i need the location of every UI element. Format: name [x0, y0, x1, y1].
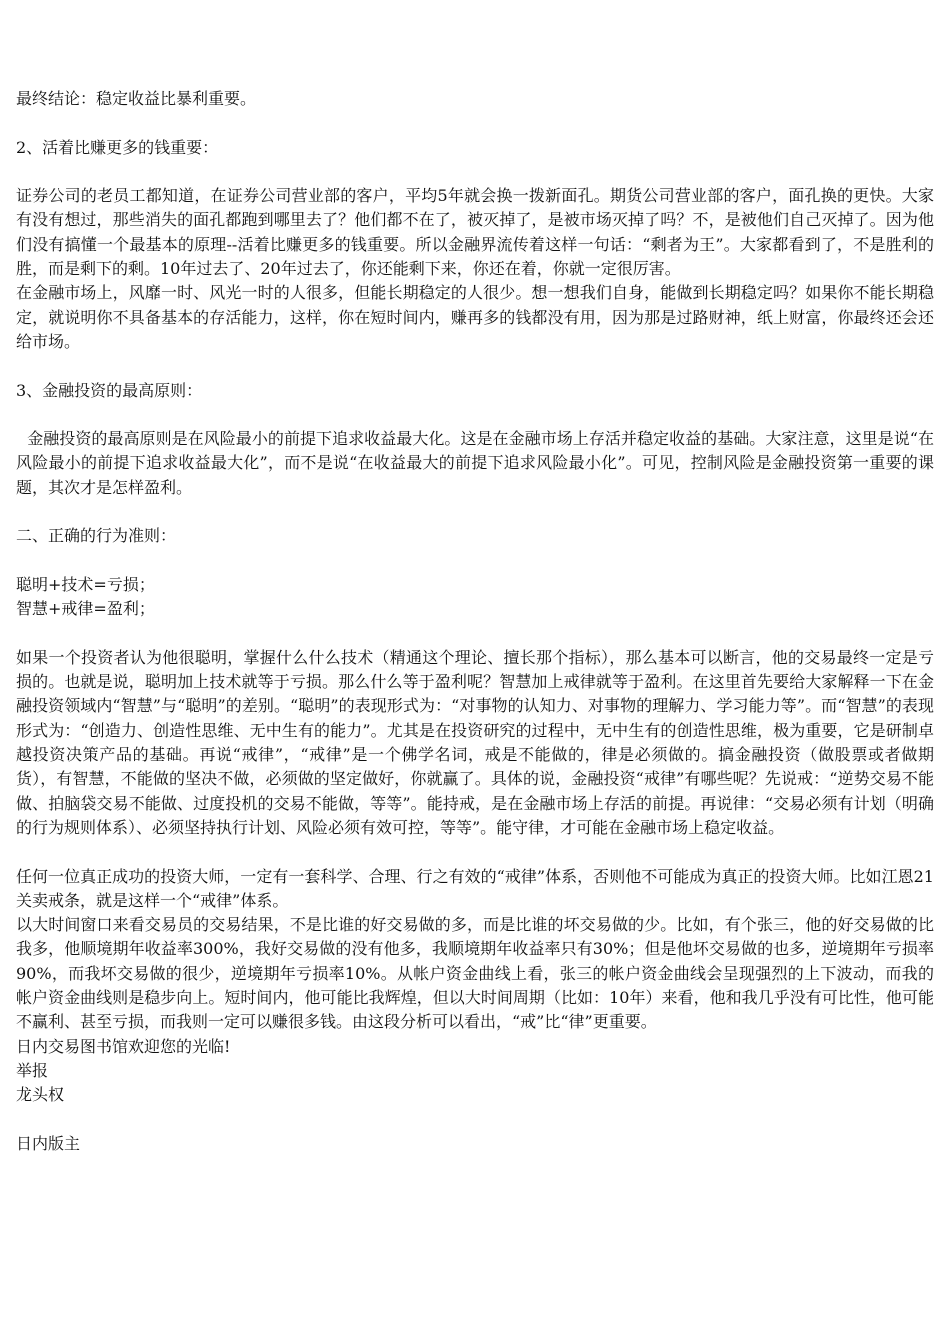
author-name: 龙头权: [16, 1085, 65, 1105]
blank-line: [16, 403, 934, 427]
blank-line: [16, 354, 934, 378]
blank-line: [16, 1107, 934, 1131]
document-body: [16, 87, 934, 1156]
blank-line: [16, 840, 934, 864]
blank-line: [16, 111, 934, 135]
section-heading-rules: 二、正确的行为准则：: [16, 526, 177, 546]
paragraph-wisdom-discipline: 如果一个投资者认为他很聪明，掌握什么什么技术（精通这个理论、擅长那个指标），那么基本可以断言，他的交易最终一定是亏损的。也就是说，聪明加上技术就等于亏损。那么什么等于盈利呢？智慧加上戒律就等于盈利。在这里首先要给大家解释一下在金融投资领域内“智慧”与“聪明”的差别。“聪明”的表现形式为：“对事物的认知力、对事物的理解力、学习能力等”。而“智慧”的表现形式为：“创造力、创造性思维、无中生有的能力”。尤其是在投资研究的过程中，无中生有的创造性思维，极为重要，它是研制卓越投资决策产品的基础。再说“戒律”，“戒律”是一个佛学名词，戒是不能做的，律是必须做的。搞金融投资（做股票或者做期货），有智慧，不能做的坚决不做，必须做的坚定做好，你就赢了。具体的说，金融投资“戒律”有哪些呢？先说戒：“逆势交易不能做、拍脑袋交易不能做、过度投机的交易不能做，等等”。能持戒，是在金融市场上存活的前提。再说律：“交易必须有计划（明确的行为规则体系）、必须坚持执行计划、风险必须有效可控，等等”。能守律，才可能在金融市场上稳定收益。: [16, 647, 934, 837]
blank-line: [16, 622, 934, 646]
blank-line: [16, 160, 934, 184]
report-link[interactable]: 举报: [16, 1060, 49, 1080]
moderator-title: 日内版主: [16, 1133, 81, 1153]
paragraph-survive-2: 在金融市场上，风靡一时、风光一时的人很多，但能长期稳定的人很少。想一想我们自身，能做到长期稳定吗？如果你不能长期稳定，就说明你不具备基本的存活能力，这样，你在短时间内，赚再多的钱都没有用，因为那是过路财神，纸上财富，你最终还会还给市场。: [16, 283, 934, 351]
conclusion-line: 最终结论：稳定收益比暴利重要。: [16, 89, 257, 108]
formula-profit: 智慧+戒律=盈利；: [16, 599, 155, 619]
paragraph-survive-1: 证券公司的老员工都知道，在证券公司营业部的客户，平均5年就会换一拨新面孔。期货公司营业部的客户，面孔换的更快。大家有没有想过，那些消失的面孔都跑到哪里去了？他们都不在了，被灭掉了，是被市场灭掉了吗？不，是被他们自己灭掉了。因为他们没有搞懂一个最基本的原理--活着比赚更多的钱重要。所以金融界流传着这样一句话：“剩者为王”。大家都看到了，不是胜利的胜，而是剩下的剩。10年过去了、20年过去了，你还能剩下来，你还在着，你就一定很厉害。: [16, 186, 934, 279]
blank-line: [16, 549, 934, 573]
formula-loss: 聪明+技术=亏损；: [16, 574, 155, 594]
paragraph-timeframe: 以大时间窗口来看交易员的交易结果，不是比谁的好交易做的多，而是比谁的坏交易做的少。比如，有个张三，他的好交易做的比我多，他顺境期年收益率300%，我好交易做的没有他多，我顺境期年收益率只有30%；但是他坏交易做的也多，逆境期年亏损率90%，而我坏交易做的很少，逆境期年亏损率10%。从帐户资金曲线上看，张三的帐户资金曲线会呈现强烈的上下波动，而我的帐户资金曲线则是稳步向上。短时间内，他可能比我辉煌，但以大时间周期（比如：10年）来看，他和我几乎没有可比性，他可能不赢利、甚至亏损，而我则一定可以赚很多钱。由这段分析可以看出，“戒”比“律”更重要。: [16, 915, 934, 1032]
welcome-line: 日内交易图书馆欢迎您的光临!: [16, 1036, 231, 1056]
section-heading-survive: 2、活着比赚更多的钱重要：: [16, 137, 219, 157]
paragraph-principle: 金融投资的最高原则是在风险最小的前提下追求收益最大化。这是在金融市场上存活并稳定收益的基础。大家注意，这里是说“在风险最小的前提下追求收益最大化”，而不是说“在收益最大的前提下追求风险最小化”。可见，控制风险是金融投资第一重要的课题，其次才是怎样盈利。: [16, 429, 934, 497]
section-heading-principle: 3、金融投资的最高原则：: [16, 380, 203, 400]
blank-line: [16, 500, 934, 524]
paragraph-master: 任何一位真正成功的投资大师，一定有一套科学、合理、行之有效的“戒律”体系，否则他不可能成为真正的投资大师。比如江恩21关卖戒条，就是这样一个“戒律”体系。: [16, 866, 934, 910]
